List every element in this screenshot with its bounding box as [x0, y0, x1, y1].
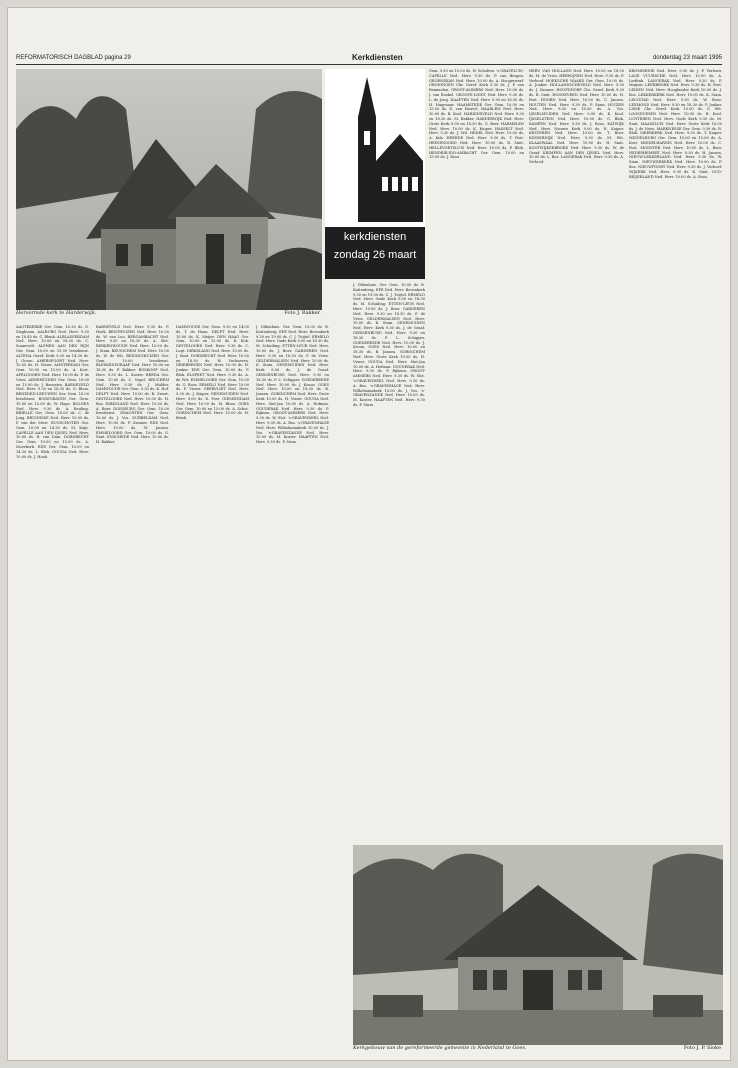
church-silhouette-icon: [325, 69, 425, 227]
banner-title: kerkdiensten: [343, 231, 407, 243]
header-rule: [16, 64, 722, 65]
listing-column-4: J. Oldenhuis. Ger. Gem. 10.00 ds. R. Kattenberg. EPE Ned. Herv. Bovenkerk 9.30 en 19.00 ds. C. J. Tuijtel. ERMELO Ned. Herv. Oude Kerk 9.00 en 18.30 ds. M. Schuiling. ETTEN-LEUR Ned. Herv. 10.00 ds. J. Boer. GARDEREN Ned. Herv. 9.30 en 18.30 ds. P. de Vries. GELDERMALSEN Ned. Herv. 10.00 ds. K. Stam. GENEMUIDEN Ned. Herv. Kerk 9.30 ds. J. de Graaf. GIESSENBURG Ned. Herv. 9.30 en 18.30 ds. P. L. Schipper. GOEDEREEDE Ned. Herv. 10.00 ds. J. Kroon. GOES Ned. Herv. 10.00 en 18.30 ds. B. Jansen. GORINCHEM Ned. Herv. Grote Kerk 10.00 ds. H. Visser. GOUDA Ned. Herv. Sint-Jan 10.00 ds. A. Hofman. GOUDERAK Ned. Herv. 9.30 ds. P. Rijksen. GROOT-AMMERS Ned. Herv. 9.30 ds. W. Slot. 's-GRAVENDEEL Ned. Herv. 9.30 ds. A. Bos. 's-GRAVENHAGE Ned. Herv. Wilhelminakerk 10.00 ds. J. Vos. 's-GRAVENZANDE Ned. Herv. 10.00 ds. M. Koster. HAAFTEN Ned. Herv. 9.30 ds. P. Stam.: [256, 325, 329, 445]
listing-column-3: DAMWOUDE Ger. Gem. 9.30 en 14.00 ds. T. de Haan. DELFT Ned. Herv. 10.00 ds. K. Meijer. DEN HAAG Ger. Gem. 10.00 en 15.00 ds. R. Kok. DINTELOORD Ned. Herv. 9.30 ds. C. Lugt. DIRKSLAND Ned. Herv. 10.00 ds. J. Smit. DORDRECHT Ned. Herv. 10.00 en 18.30 ds. W. Verhoeven. DRIEBERGEN Ned. Herv. 10.00 ds. H. Jonker. EDE Ger. Gem. 10.00 ds. P. Blok. ELSPEET Ned. Herv. 9.30 ds. A. de Wit. EMMELOORD Ger. Gem. 10.00 ds. G. Roos. ERMELO Ned. Herv. 10.00 ds. F. Visser. GEERVLIET Ned. Herv. 9.30 ds. J. Kuiper. GENEMUIDEN Ned. Herv. 9.00 ds. D. Post. GIESSENDAM Ned. Herv. 10.00 ds. M. Blom. GOES Ger. Gem. 10.00 en 15.00 ds. A. Schot. GORINCHEM Ned. Herv. 10.00 ds. H. Brink.: [176, 325, 249, 421]
listing-column-1: AAGTEKERKE Ger. Gem. 10.30 ds. D. Slagboom. AALBURG Ned. Herv. 9.30 en 18.45 ds. C. Blenk. ALBLASSERDAM Ned. Herv. 10.00 en 18.30 ds. C. Sonnevelt. ALPHEN AAN DEN RIJN Ger. Gem. 10.00 en 15.00 leesdienst. ALTENA Geref. Kerk 9.30 en 14.30 ds. J. Groen. AMERSFOORT Ned. Herv. 10.00 ds. H. Visser. AMSTERDAM Ger. Gem. 10.00 en 15.00 ds. A. Kort. APELDOORN Ned. Herv. 10.00 ds. P. de Vries. ARNEMUIDEN Ger. Gem. 10.00 en 15.00 ds. J. Boonstra. BARNEVELD Ned. Herv. 9.30 en 18.30 ds. G. Blom. BENEDEN-LEEUWEN Ger. Gem. 10.00 leesdienst. BODEGRAVEN Ger. Gem. 10.00 en 15.00 ds. W. Hage. BOLNES Ned. Herv. 9.30 ds. A. Reuling. BRIELLE Ger. Gem. 10.00 ds. C. de Jong. BRUINISSE Ned. Herv. 10.00 ds. P. van der Meer. BUNSCHOTEN Ger. Gem. 10.00 en 14.30 ds. M. Kuijt. CAPELLE AAN DEN IJSSEL Ned. Herv. 10.00 ds. R. van Dam. DORDRECHT Ger. Gem. 10.00 en 15.00 ds. A. Moerkerk. EDE Ger. Gem. 10.00 en 14.30 ds. L. Blok. GOUDA Ned. Herv. 10.00 ds. J. Hoek.: [16, 325, 89, 459]
photo2-caption: [353, 1045, 723, 1055]
church-photo-goes: [353, 845, 723, 1045]
church-photo-harderwijk: [16, 69, 322, 310]
kerkdiensten-banner: [325, 69, 425, 277]
listing-column-8: J. Oldenhuis. Ger. Gem. 10.00 ds. R. Kattenberg. EPE Ned. Herv. Bovenkerk 9.30 en 19.00 ds. C. J. Tuijtel. ERMELO Ned. Herv. Oude Kerk 9.00 en 18.30 ds. M. Schuiling. ETTEN-LEUR Ned. Herv. 10.00 ds. J. Boer. GARDEREN Ned. Herv. 9.30 en 18.30 ds. P. de Vries. GELDERMALSEN Ned. Herv. 10.00 ds. K. Stam. GENEMUIDEN Ned. Herv. Kerk 9.30 ds. J. de Graaf. GIESSENBURG Ned. Herv. 9.30 en 18.30 ds. P. L. Schipper. GOEDEREEDE Ned. Herv. 10.00 ds. J. Kroon. GOES Ned. Herv. 10.00 en 18.30 ds. B. Jansen. GORINCHEM Ned. Herv. Grote Kerk 10.00 ds. H. Visser. GOUDA Ned. Herv. Sint-Jan 10.00 ds. A. Hofman. GOUDERAK Ned. Herv. 9.30 ds. P. Rijksen. GROOT-AMMERS Ned. Herv. 9.30 ds. W. Slot. 's-GRAVENDEEL Ned. Herv. 9.30 ds. A. Bos. 's-GRAVENHAGE Ned. Herv. Wilhelminakerk 10.00 ds. J. Vos. 's-GRAVENZANDE Ned. Herv. 10.00 ds. M. Koster. HAAFTEN Ned. Herv. 9.30 ds. P. Stam.: [353, 283, 425, 407]
banner-subtitle: zondag 26 maart: [333, 249, 417, 261]
listing-column-6: HERV. VAN HOLLAND Ned. Herv. 10.00 en 18.30 ds. M. de Vries. HERWIJNEN Ned. Herv. 9.30 ds. P. Verhoef. HOEKSCHE WAARD Ger. Gem. 10.00 ds. A. Jonker. HOLLANDSCHEVELD Ned. Herv. 9.30 ds. J. Kramer. HOOFDDORP Chr. Geref. Kerk 9.30 ds. B. Smit. HOOGEVEEN Ned. Herv. 10.00 ds. H. Post. HOORN Ned. Herv. 10.00 ds. C. Jansen. HOUTEN Ned. Herv. 9.30 ds. P. Stam. HUIZEN Ned. Herv. 9.30 en 18.30 ds. A. Vos. IJSSELMUIDEN Ned. Herv. 9.00 ds. K. Kool. IJSSELSTEIN Ned. Herv. 10.00 ds. G. Blok. KAMPEN Ned. Herv. 9.30 ds. J. Roos. KATWIJK Ned. Herv. Nieuwe Kerk 9.00 ds. R. Kuiper. KESTEREN Ned. Herv. 10.00 ds. T. Boer. KINDERDIJK Ned. Herv. 9.30 ds. M. Wit. KLAASWAAL Ned. Herv. 10.00 ds. H. Smit. KOOTWIJKERBROEK Ned. Herv. 9.30 ds. W. de Graaf. KRIMPEN AAN DEN IJSSEL Ned. Herv. 10.00 ds. L. Bos. LANGERAK Ned. Herv. 9.30 ds. A. Verhoef.: [529, 69, 624, 165]
section-title: Kerkdiensten: [352, 53, 403, 62]
photo1-credit: Foto J. Bakker: [284, 310, 320, 316]
newspaper-page: [8, 8, 730, 1060]
issue-date: donderdag 23 maart 1995: [652, 55, 722, 61]
photo2-credit: Foto J. P. Sloke: [683, 1045, 721, 1051]
listing-column-2: BARNEVELD Ned. Herv. 9.30 ds. P. Hoek. BENTHUIZEN Ned. Herv. 10.00 ds. W. van Loo. BERGAMBACHT Ned. Herv. 9.30 en 18.30 ds. A. Slot. BERKENWOUDE Ned. Herv. 10.00 ds. J. Stam. BEUSICHEM Ned. Herv. 10.00 ds. W. de Wit. BIDDINGHUIZEN Ger. Gem. 10.00 leesdienst. BLESKENSGRAAF Ned. Herv. 10.00 en 18.30 ds. P. Bakker. BOSKOOP Ned. Herv. 9.30 ds. L. Koster. BREDA Ger. Gem. 10.00 ds. C. Vogel. BRUCHEM Ned. Herv. 9.30 ds. J. Mulder. DAMWOUDE Ger. Gem. 9.30 ds. K. Hof. DELFT Ned. Herv. 10.00 ds. B. Zwart. DINTELOORD Ned. Herv. 10.00 ds. H. Bos. DIRKSLAND Ned. Herv. 10.00 ds. A. Boer. DOESBURG Ger. Gem. 10.00 leesdienst. DRACHTEN Ger. Gem. 10.00 ds. J. Vos. DUBBELDAM Ned. Herv. 10.00 ds. P. Kramer. EDE Ned. Herv. 10.00 ds. W. Jansen. EMMELOORD Ger. Gem. 10.00 ds. G. Smit. ENSCHEDE Ned. Herv. 10.00 ds. H. Bakker.: [96, 325, 169, 445]
listing-column-7: KROMMENIE Ned. Herv. 9.30 ds. J. P. Verlouw. LAGE VUURSCHE Ned. Herv. 10.00 ds. A. Lieftink. LANGERAK Ned. Herv. 9.30 ds. P. Muijzer. LEERBROEK Ned. Herv. 9.30 ds. H. Post. LEIDEN Ned. Herv. Hooglandse Kerk 10.00 ds. J. Bos. LEKKERKERK Ned. Herv. 10.00 ds. K. Stam. LELYSTAD Ned. Herv. 9.30 ds. W. Roos. LEXMOND Ned. Herv. 9.30 en 18.30 ds. P. Jonker. LISSE Chr. Geref. Kerk 10.00 ds. G. Wit. LOOSDUINEN Ned. Herv. 10.00 ds. B. Kool. LUNTEREN Ned. Herv. Oude Kerk 9.30 ds. M. Smit. MAASSLUIS Ned. Herv. Grote Kerk 10.00 ds. J. de Vries. MARKNESSE Ger. Gem. 9.30 ds. R. Blok. MEERKERK Ned. Herv. 9.30 ds. T. Kuiper. MIDDELBURG Ger. Gem. 10.00 en 15.00 ds. A. Kort. MIDDELHARNIS Ned. Herv. 10.00 ds. C. Post. MONSTER Ned. Herv. 10.00 ds. L. Boer. NEDERHEMERT Ned. Herv. 9.30 ds. H. Jansen. NIEUW-LEKKERLAND Ned. Herv. 9.30 ds. W. Stam. NIEUWERKERK Ned. Herv. 10.00 ds. P. Bos. NIEUWPOORT Ned. Herv. 9.30 ds. J. Verhoef. NIJKERK Ned. Herv. 9.30 ds. K. Smit. OUD-BEIJERLAND Ned. Herv. 10.00 ds. A. Roos.: [629, 69, 722, 179]
publication-line: REFORMATORISCH DAGBLAD pagina 29: [16, 55, 131, 61]
photo1-caption-text: Hervormde kerk te Harderwijk.: [16, 310, 97, 316]
photo1-caption: [16, 310, 322, 320]
listing-column-5: Gem. 9.30 en 15.00 ds. W. Scholten. 's-GRAVELUIS-CAPELLE Ned. Herv. 9.30 ds. P. van Bergen. GROENEKAN Ned. Herv. 10.00 ds. A. Hoogerwerf. GRONINGEN Chr. Geref. Kerk 9.30 ds. J. P. van Bemmelen. GROOT-AMMERS Ned. Herv. 10.00 ds. J. van Roekel. GROOTE-LINDT Ned. Herv. 9.30 ds. L. de Jong. HAAFTEN Ned. Herv. 9.30 en 18.30 ds. H. Hagenaar. HAAMSTEDE Ger. Gem. 10.00 en 15.00 ds. D. van Heuvel. HAARLEM Ned. Herv. 10.00 ds. B. Kool. HARDINXVELD Ned. Herv. 9.30 en 18.30 ds. M. Bakker. HARDERWIJK Ned. Herv. Grote Kerk 9.30 en 18.30 ds. G. Boer. HARMELEN Ned. Herv. 10.00 ds. K. Kuiper. HASSELT Ned. Herv. 9.30 ds. J. Wit. HEDEL Ned. Herv. 10.00 ds. A. Kok. HEERDE Ned. Herv. 9.30 ds. T. Post. HEINENOORD Ned. Herv. 10.00 ds. R. Smit. HELLEVOETSLUIS Ned. Herv. 10.00 ds. P. Blok. HENDRIK-IDO-AMBACHT Ger. Gem. 10.00 en 15.00 ds. J. Roos.: [429, 69, 524, 160]
photo2-caption-text: Kerkgebouw van de gereformeerde gemeente in Nederland te Goes.: [353, 1045, 527, 1051]
